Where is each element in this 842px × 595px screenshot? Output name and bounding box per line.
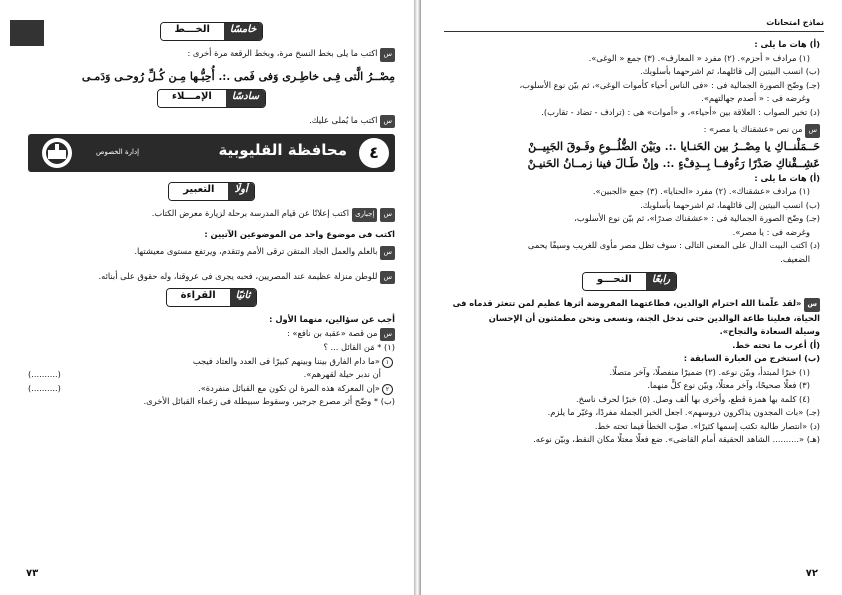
question-c: (جـ) وضّح الصورة الجمالية فى : «فى الناس أحياء كأموات الوغى»، ثم بيّن نوع الأسلوب، xyxy=(519,79,820,90)
poem-line-one: حَــمَلْنــاكِ يا مِصْــرُ بين الحَنـايا .:. وبَيْنَ الضُّلُــوعِ وفَـوقَ الجَبِيــنْ xyxy=(528,139,820,153)
governorate-banner xyxy=(28,134,395,172)
question-c-cont: وغرضه فى : « أصدم جهالتهم». xyxy=(701,93,810,103)
poem-line-two: عَشِــقْناكِ صَدْرًا رَءُوفــا بِــدِفْءٍ .:. وإنْ طَـالَ فينا زمــانُ الحَنيـنْ xyxy=(527,156,820,170)
exam-number: ٤ xyxy=(359,138,389,168)
governorate-title: محافظة القليوبية xyxy=(218,141,347,159)
section-title: التعبير xyxy=(169,183,228,200)
section-composition-header xyxy=(28,182,395,201)
handwriting-verse: مِصْــرُ الَّتى فِـى خاطِـرى وَفى فَمى .:. أُحِبُّـها مِـن كُـلِّ رُوحـى وَدَمـى xyxy=(81,69,395,83)
grammar-passage-2: الحياة، فعلينا طاعة الوالدين حتى ندخل الجنة، ونسعى ونحن مطمئنون أن الإحسان xyxy=(488,312,820,323)
topic-two: سللوطن منزلة عظيمة عند المصريين، فحبه يجرى فى عروقنا، وله حقوق على أبنائه. xyxy=(28,270,395,285)
handwriting-instruction: ساكتب ما يلى بخط النسخ مرة، وبخط الرقعة مرة أخرى : xyxy=(28,47,395,62)
section-number: أولًا xyxy=(228,183,253,200)
section-grammar-header xyxy=(439,272,820,291)
book-spine xyxy=(414,0,421,595)
section-title: القراءة xyxy=(167,289,230,306)
question-badge: س xyxy=(380,271,395,285)
topic-one: سبالعلم والعمل الجاد المتقن ترقى الأمم وتتقدم، ويرتفع مستوى معيشتها. xyxy=(28,245,395,260)
grammar-passage-1: س«لقد علّمنا الله احترام الوالدين، فطاعتهما المفروضة أثرها عظيم لمن تتعثر قدماه فى xyxy=(439,297,820,312)
question-d: (د) تخير الصواب : العلاقة بين «أحياء»، و «أموات» هى : (ترادف - تضاد - تقارب). xyxy=(541,106,820,117)
grammar-d: (د) «انتصار طالبة تكتب إسمها كثيرًا». صوِّب الخطأ فيما تحته خط. xyxy=(594,420,820,431)
grammar-c: (جـ) «بات المجدون يذاكرون دروسهم». اجعل الخبر الجملة مفردًا، وغيّر ما يلزم. xyxy=(547,407,820,417)
section-number: خامسًا xyxy=(224,23,263,40)
page-number: ٧٢ xyxy=(805,568,818,579)
grammar-b: (ب) استخرج من العبارة السابقة : xyxy=(683,353,820,363)
question-badge: س xyxy=(380,115,395,129)
quote-one-cont: أن ندبر حيلة لقهرهم». (..........) xyxy=(28,368,395,382)
grammar-passage-3: وسيلة السعادة والنجاح». xyxy=(719,326,820,336)
right-page xyxy=(421,0,842,595)
section-title: النحـــو xyxy=(583,273,646,290)
answer-blank: (..........) xyxy=(28,382,61,393)
poem-intro: سمن نص «عشقناك يا مصر» : xyxy=(439,123,820,138)
question-a-items: (١) مرادف « أحزم». (٢) مفرد « المعارف». (٣) جمع « الوغى». xyxy=(588,52,810,63)
administration-name: إدارة الخصوص xyxy=(96,148,140,156)
question-badge: س xyxy=(804,298,820,312)
grammar-e: (هـ) «.......... الشاهد الحقيقة أمام القاضى». ضع فعلًا معتلًا مكان النقط، وبيّن نوعه. xyxy=(533,434,820,444)
reading-question-b: (ب) * وضّح أثر مصرع جرجير، وسقوط سبيطلة فى زعماء القبائل الأخرى. xyxy=(143,396,395,406)
choose-topic-heading: اكتب فى موضوع واحد من الموضوعين الآتيين : xyxy=(204,228,395,239)
grammar-b-1: (١) خبرًا لمبتدأ، وبيّن نوعه. (٢) ضميرًا منفصلًا، وآخر متصلًا. xyxy=(609,366,810,377)
question2-d-cont: الضعيف. xyxy=(780,253,810,264)
question2-a: (أ) هات ما يلى : xyxy=(754,172,820,183)
question2-c: (جـ) وضّح الصورة الجمالية فى : «عشقناك صدرًا»، ثم بيّن نوع الأسلوب، xyxy=(574,213,820,223)
question-badge: س xyxy=(380,48,395,62)
question2-a-items: (١) مرادف «عشقناك». (٢) مفرد «الحنايا». (٣) جمع «الجبين». xyxy=(592,186,810,196)
quote-two: ٢«إن المعركة هذه المرة لن تكون مع القبائل منفردة». (..........) xyxy=(28,382,395,396)
mandatory-badge: إجبارى xyxy=(352,208,377,222)
grammar-a: (أ) أعرب ما تحته خط. xyxy=(732,339,820,350)
section-number: سادسًا xyxy=(226,90,265,107)
section-reading-header xyxy=(28,288,395,307)
section-title: الإمـــلاء xyxy=(158,90,226,107)
question-a: (أ) هات ما يلى : xyxy=(754,39,820,49)
dictation-instruction: ساكتب ما يُملى عليك. xyxy=(28,114,395,129)
question2-b: (ب) انسب البيتين إلى قائلهما، ثم اشرحهما بأسلوبك. xyxy=(640,199,820,210)
header-title: نماذج امتحانات xyxy=(766,18,824,27)
question-badge: س xyxy=(805,124,820,138)
section-dictation-header xyxy=(28,89,395,108)
answer-blank: (..........) xyxy=(28,369,61,379)
quote-one: ١«ما دام الفارق بيننا وبينهم كبيرًا فى العدد والعتاد فيجب xyxy=(28,355,395,369)
left-page xyxy=(0,0,415,595)
question-badge: س xyxy=(380,246,395,260)
question2-c-cont: وغرضه فى : يا مصر». xyxy=(732,226,810,237)
section-title: الخـــط xyxy=(161,23,224,40)
grammar-b-3: (٣) فعلًا صحيحًا، وآخر معتلًا، وبيّن نوع كلٍّ منهما. xyxy=(647,380,810,390)
section-number: ثانيًا xyxy=(230,289,257,306)
reading-question-a: (١) * مَن القائل ... ؟ xyxy=(323,342,395,352)
question-badge: س xyxy=(380,208,395,222)
mandatory-question: سإجبارىاكتب إعلانًا عن قيام المدرسة برحلة لزيارة معرض الكتاب. xyxy=(28,207,395,222)
section-handwriting-header xyxy=(28,22,395,41)
section-number: رابعًا xyxy=(646,273,676,290)
reading-question-one: سمن قصة «عقبة بن نافع» : xyxy=(28,327,395,342)
page-header xyxy=(444,18,824,32)
corner-ornament xyxy=(10,20,44,46)
question2-d: (د) اكتب البيت الدال على المعنى التالى : سوف تظل مصر مأوى للغريب وسيفًا يحمى xyxy=(527,240,820,250)
reading-heading: أجب عن سؤالين، منهما الأول : xyxy=(269,314,395,324)
question-badge: س xyxy=(380,328,395,342)
page-number: ٧٣ xyxy=(26,568,39,579)
governorate-emblem-icon xyxy=(34,136,80,170)
question-b: (ب) انسب البيتين إلى قائلهما، ثم اشرحهما بأسلوبك. xyxy=(640,66,820,76)
grammar-b-4: (٤) كلمة بها همزة قطع، وأخرى بها ألف وصل. (٥) خبرًا لحرف ناسخ. xyxy=(575,393,810,404)
